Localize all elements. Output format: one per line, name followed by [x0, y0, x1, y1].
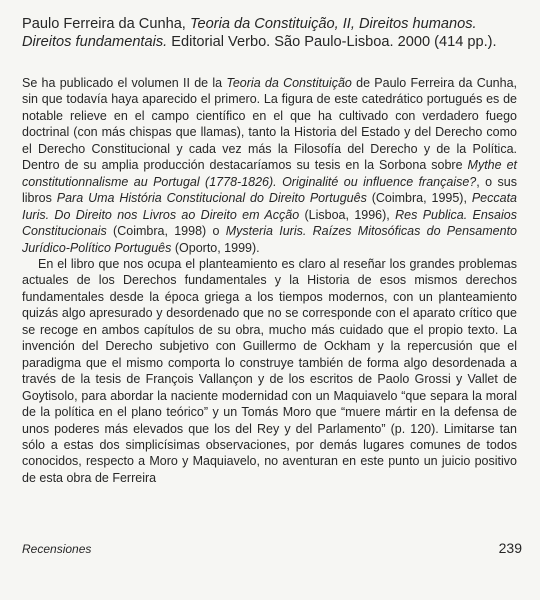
review-body [22, 75, 517, 486]
text-run: (Coimbra, 1995), [366, 191, 472, 206]
italic-text-run: Res Publica. Ensaios Constitucionais [22, 207, 517, 239]
paragraph-1 [22, 75, 517, 256]
text-run: Se ha publicado el volumen II de la [22, 76, 227, 90]
italic-text-run: Peccata Iuris. Do Direito nos Livros ao Direito em Acção [22, 191, 517, 222]
citation-author: Paulo Ferreira da Cunha, [22, 16, 186, 32]
page-footer [22, 540, 522, 556]
page-number: 239 [498, 540, 522, 556]
italic-text-run: Teoria da Constituição [226, 76, 352, 90]
text-run: , o sus libros [22, 174, 517, 206]
citation-title: Teoria da Constituição, II, Direitos humanos. Direitos fundamentais. [22, 16, 477, 50]
italic-text-run: Mysteria Iuris. Raízes Mitosóficas do Pensamento Jurídico-Político Português [22, 224, 517, 255]
text-run: (Lisboa, 1996), [299, 207, 396, 222]
citation-publication: Editorial Verbo. São Paulo-Lisboa. 2000 (414 pp.). [171, 33, 497, 50]
text-run: (Oporto, 1999). [171, 240, 260, 255]
text-run: de Paulo Ferreira da Cunha, sin que todavía haya aparecido el primero. La figura de este catedrático portugués es de notable relieve en el campo científico en el que ha cultivado con verdadero fuego doctrinal (con más chispas que llamas), tanto la Historia del Estado y del Derecho como el Derecho Constitucional y cada vez más la Filosofía del Derecho y de la Política. Dentro de su amplia producción destacaríamos su tesis en la Sorbona sobre [22, 76, 518, 173]
text-run: En el libro que nos ocupa el planteamiento es claro al reseñar los grandes problemas actuales de los Derechos fundamentales y la Historia de esos mismos derechos fundamentales desde la época griega a los tiempos modernos, con un planteamiento quizás algo apresurado y desordenado que no se corresponde con el aparato crítico que se recoge en ambos capítulos de su obra, mucho más cuidado que el propio texto. La invención del Derecho subjetivo con Guillermo de Ockham y la repercusión que el paradigma que el mismo comporta lo construye también de forma algo desordenada a través de la tesis de François Vallançon y de los escritos de Paolo Grossi y Vallet de Goytisolo, para abordar la naciente modernidad con un Maquiavelo “que separa la moral de la política en el plano teórico” y un Tomás Moro que “muere mártir en la defensa de unos poderes más elevados que los del Rey y del Parlamento” (p. 120). Limitarse tan sólo a estas dos simplicísimas observaciones, por demás lugares comunes de todos conocidos, respecto a Moro y Maquiavelo, no aventuran en este punto un juicio positivo de esta obra de Ferreira [22, 256, 517, 485]
section-name: Recensiones [22, 542, 92, 556]
text-run: (Coimbra, 1998) o [106, 224, 226, 239]
italic-text-run: Para Uma História Constitucional do Direito Português [56, 191, 367, 206]
paragraph-2 [22, 256, 517, 486]
citation-header [22, 16, 517, 51]
italic-text-run: Mythe et constitutionnalisme au Portugal (1778-1826). Originalité ou influence française? [22, 158, 518, 189]
